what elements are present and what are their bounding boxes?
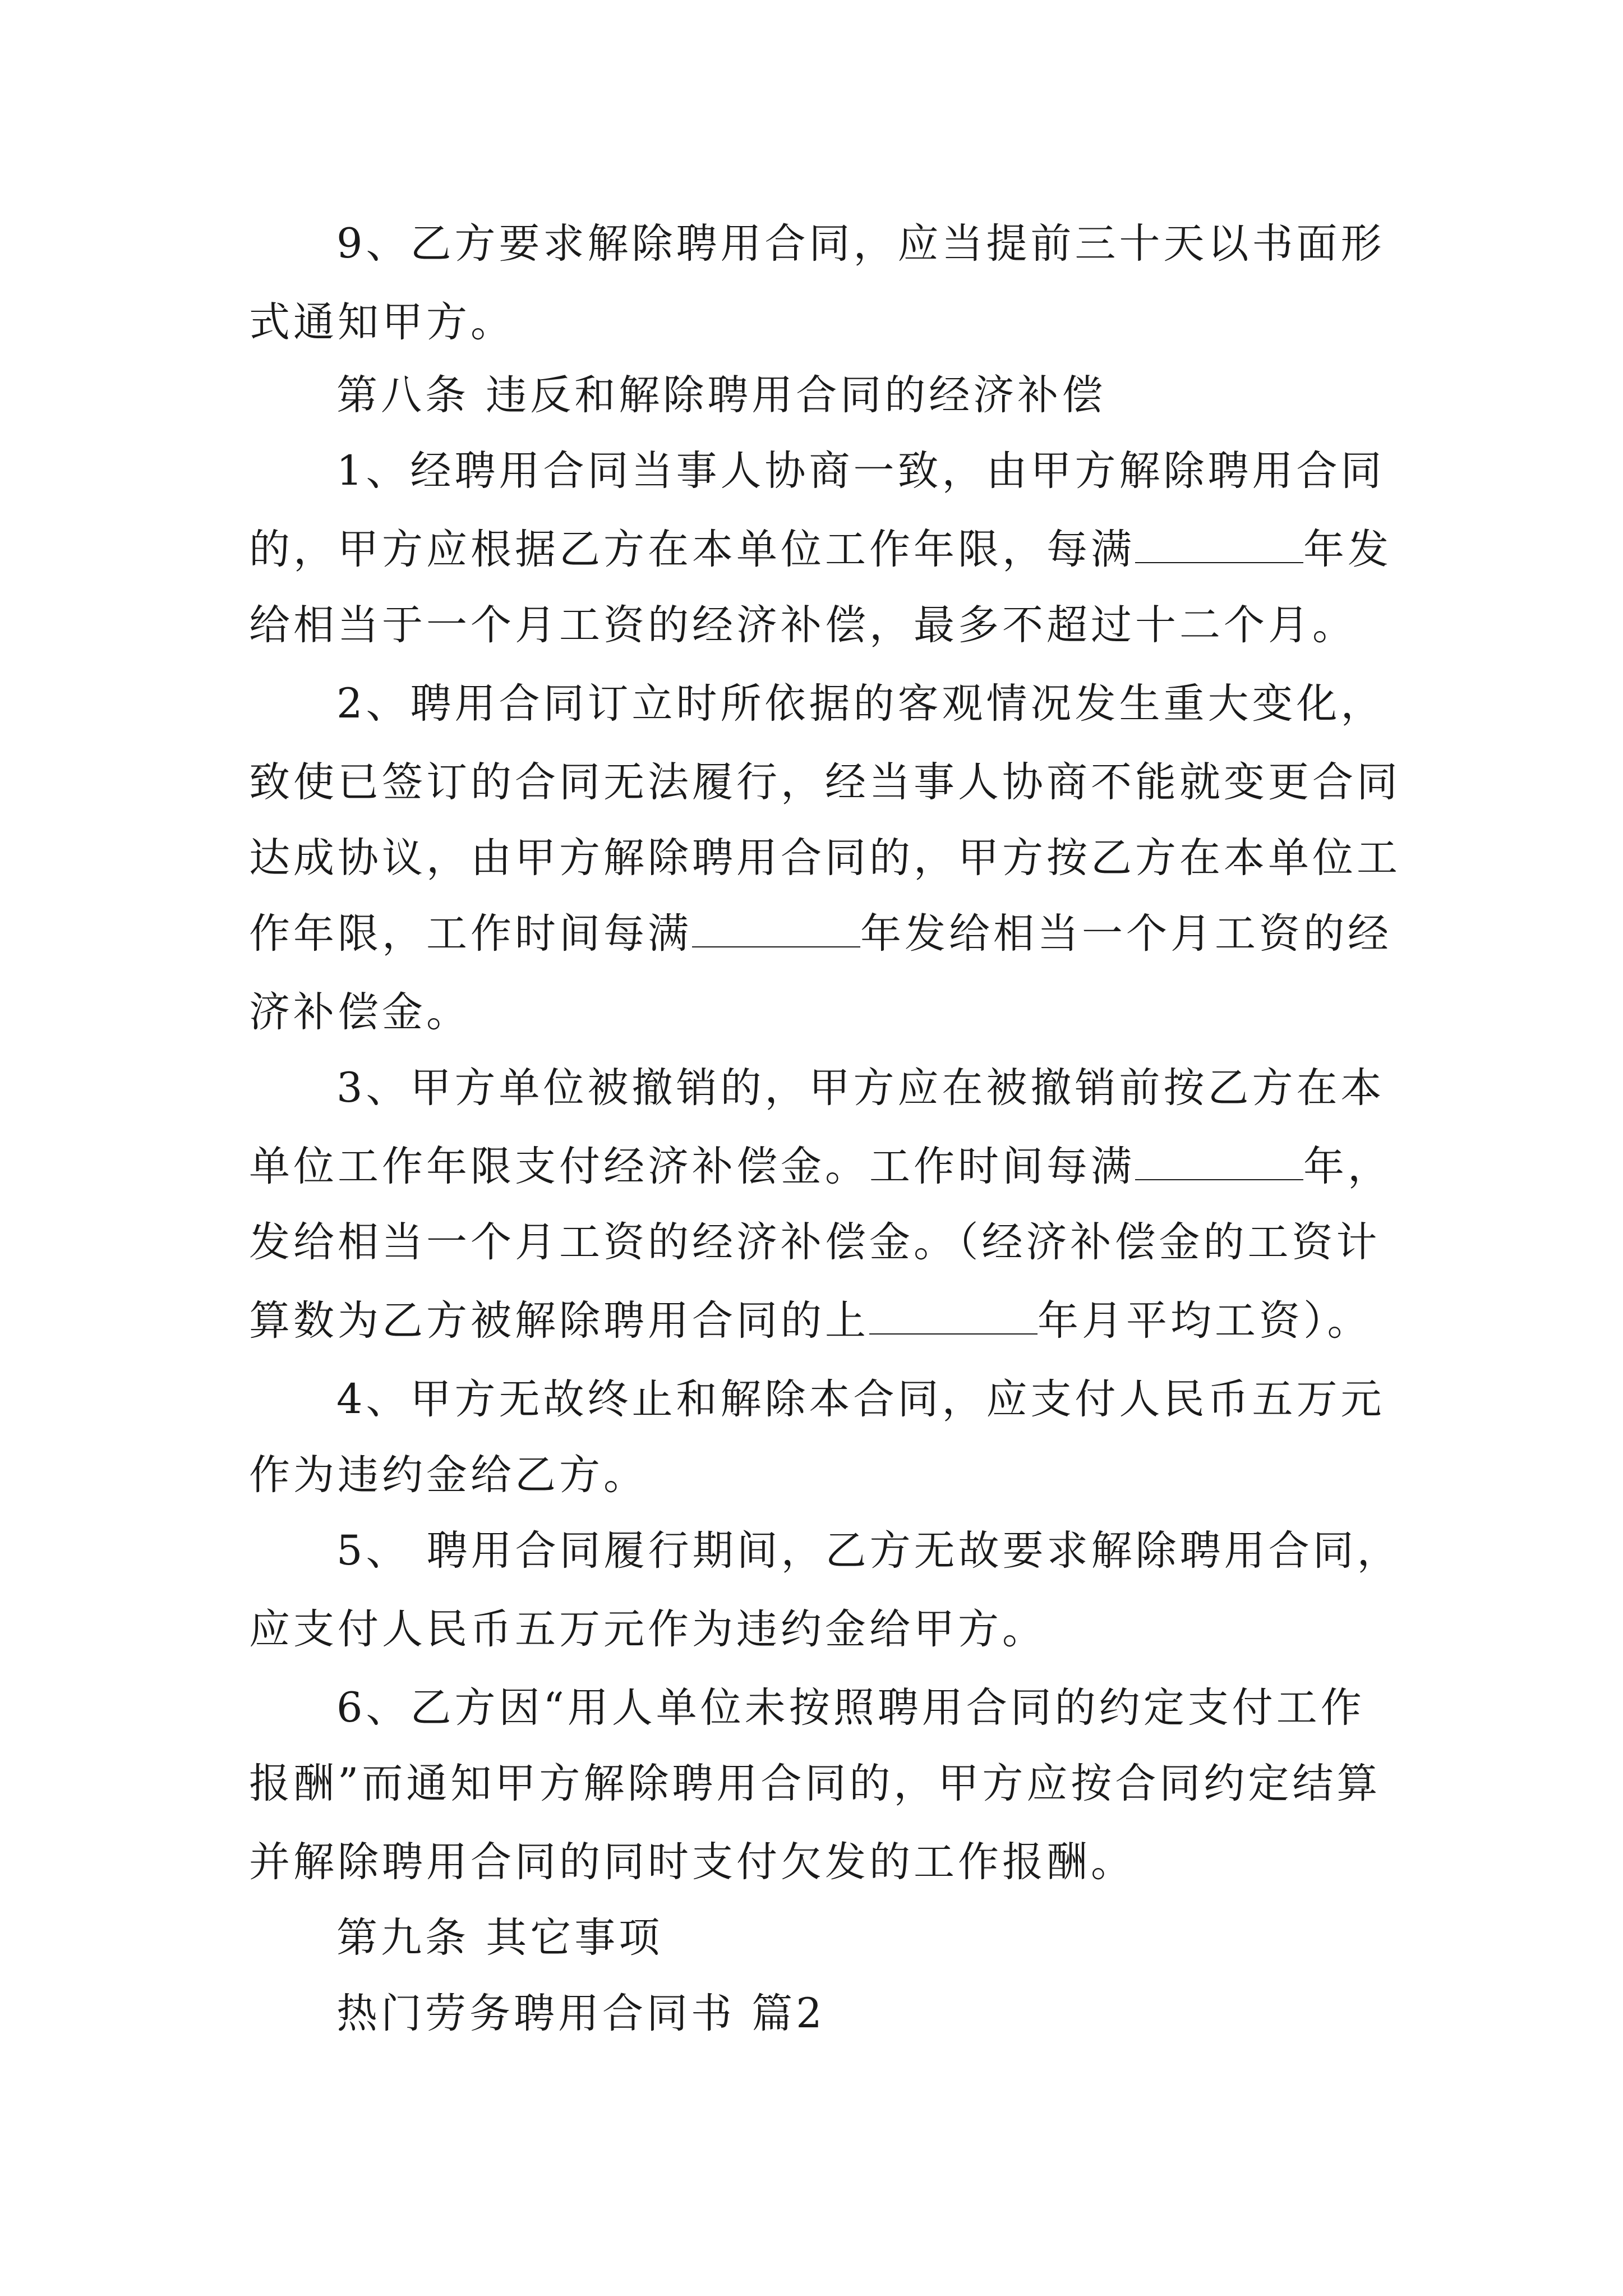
paragraph-line: 作为违约金给乙方。 — [249, 1451, 648, 1499]
paragraph-line: 式通知甲方。 — [249, 298, 515, 346]
paragraph-line: 发给相当一个月工资的经济补偿金。（经济补偿金的工资计 — [249, 1218, 1381, 1266]
paragraph-line: 报酬”而通知甲方解除聘用合同的，甲方应按合同约定结算 — [249, 1760, 1381, 1807]
paragraph-line: 4、甲方无故终止和解除本合同，应支付人民币五万元 — [336, 1375, 1385, 1423]
paragraph-line: 2、聘用合同订立时所依据的客观情况发生重大变化， — [336, 680, 1385, 728]
paragraph-line: 作年限，工作时间每满 年发给相当一个月工资的经 — [249, 910, 1392, 958]
paragraph-line: 达成协议，由甲方解除聘用合同的，甲方按乙方在本单位工 — [249, 834, 1401, 882]
fill-in-blank — [869, 1296, 1038, 1335]
paragraph-line: 应支付人民币五万元作为违约金给甲方。 — [249, 1605, 1046, 1653]
section-heading-8: 第八条 违反和解除聘用合同的经济补偿 — [336, 371, 1106, 419]
paragraph-line: 5、 聘用合同履行期间，乙方无故要求解除聘用合同， — [336, 1527, 1401, 1575]
paragraph-line: 6、乙方因“用人单位未按照聘用合同的约定支付工作 — [336, 1684, 1365, 1732]
fill-in-blank — [1135, 525, 1303, 563]
paragraph-line: 9、乙方要求解除聘用合同，应当提前三十天以书面形 — [336, 220, 1385, 268]
section-heading-9: 第九条 其它事项 — [336, 1914, 663, 1962]
fill-in-blank — [692, 909, 860, 947]
document-subtitle: 热门劳务聘用合同书 篇2 — [336, 1990, 826, 2037]
paragraph-line: 的，甲方应根据乙方在本单位工作年限，每满 年发 — [249, 526, 1392, 573]
paragraph-line: 算数为乙方被解除聘用合同的上 年月平均工资）。 — [249, 1297, 1372, 1345]
paragraph-line: 致使已签订的合同无法履行，经当事人协商不能就变更合同 — [249, 758, 1401, 806]
paragraph-line: 3、甲方单位被撤销的，甲方应在被撤销前按乙方在本 — [336, 1064, 1385, 1112]
fill-in-blank — [1135, 1142, 1303, 1180]
paragraph-line: 1、经聘用合同当事人协商一致，由甲方解除聘用合同 — [336, 447, 1385, 495]
paragraph-line: 济补偿金。 — [249, 988, 471, 1036]
paragraph-line: 单位工作年限支付经济补偿金。工作时间每满 年， — [249, 1143, 1392, 1190]
paragraph-line: 并解除聘用合同的同时支付欠发的工作报酬。 — [249, 1838, 1135, 1886]
paragraph-line: 给相当于一个月工资的经济补偿，最多不超过十二个月。 — [249, 601, 1357, 649]
